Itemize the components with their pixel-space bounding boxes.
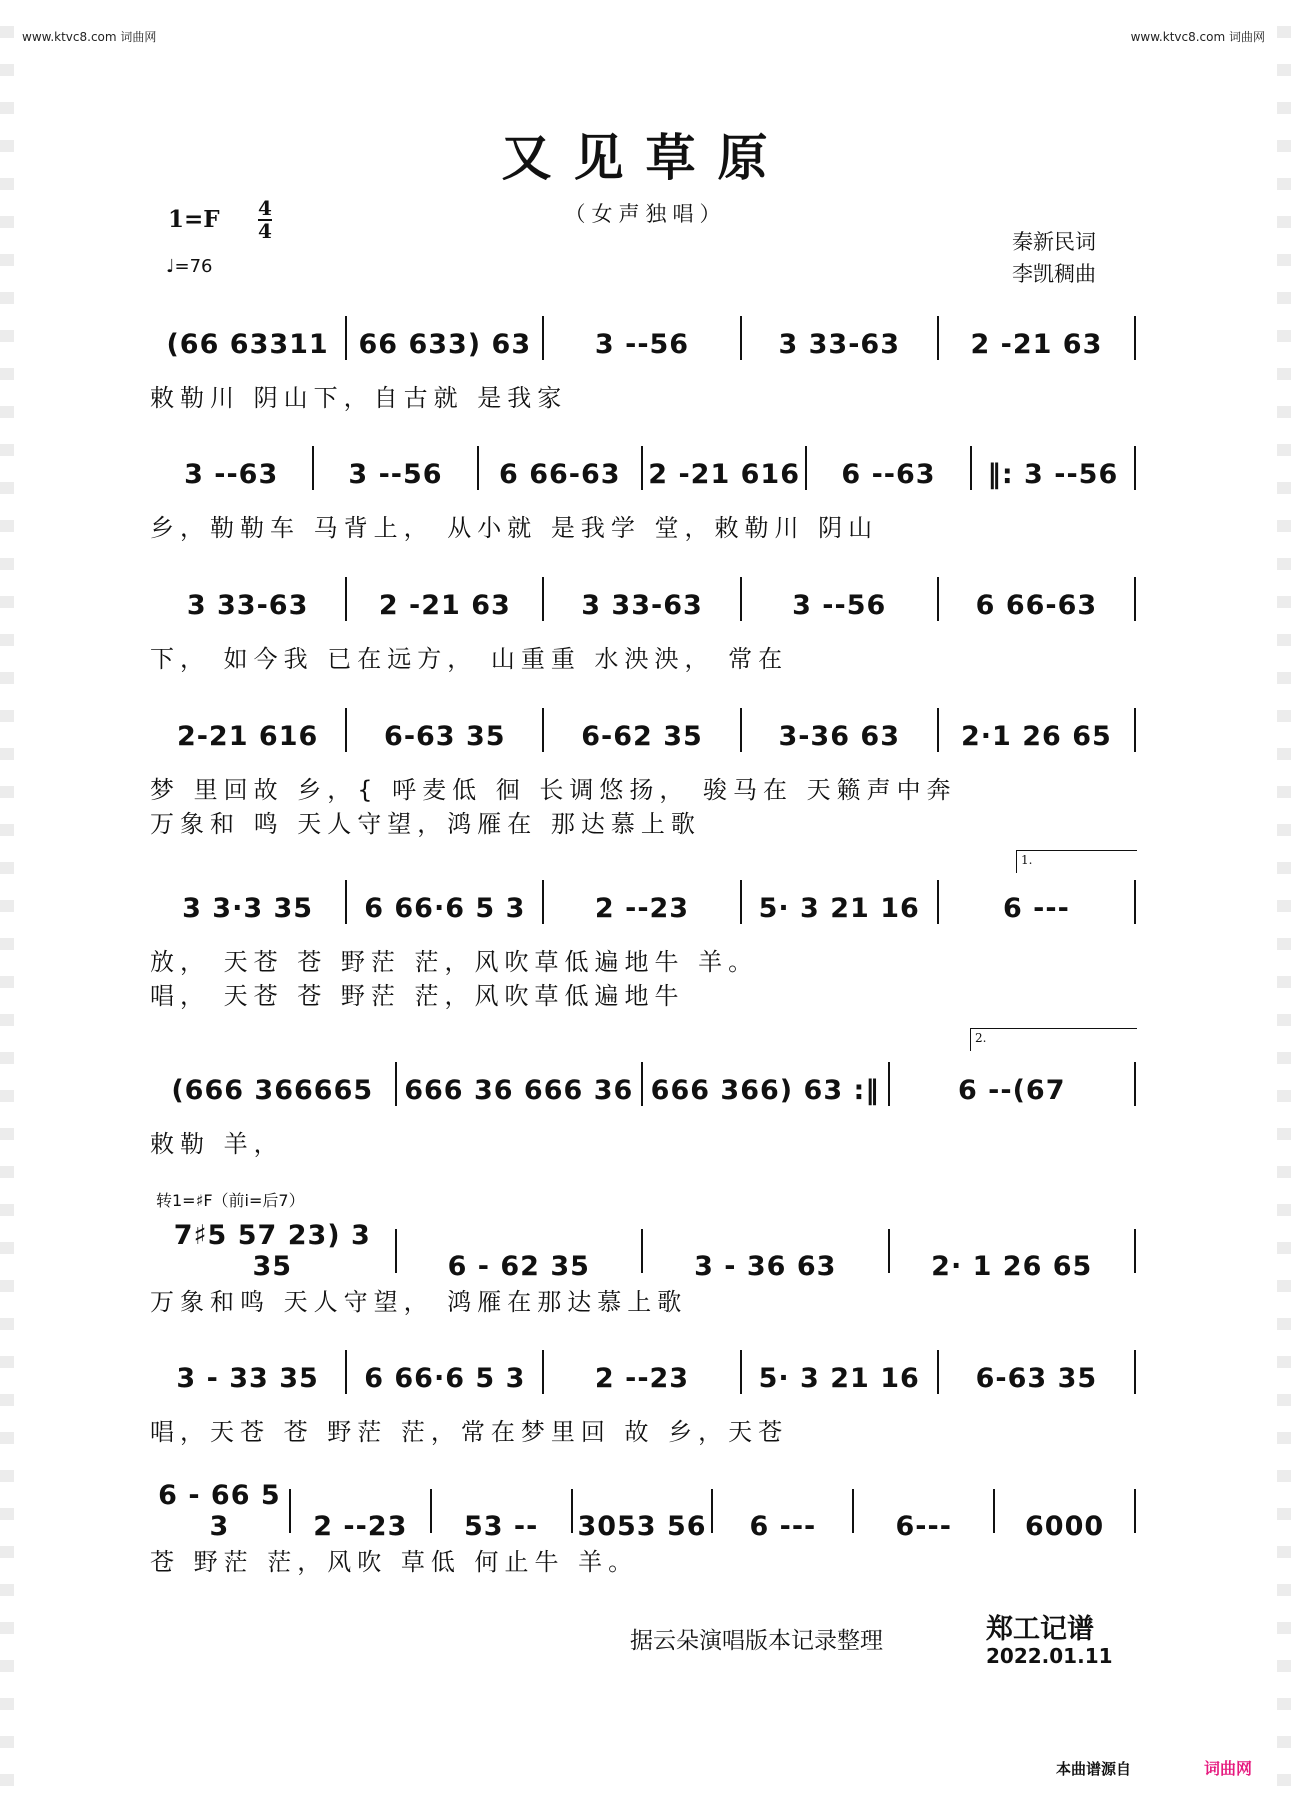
measure: 3 - 36 63 xyxy=(694,1251,837,1282)
lyric-line: 敕勒 羊， xyxy=(150,1130,284,1158)
composer-credit: 李凯稠曲 xyxy=(1012,262,1096,286)
source-label: 本曲谱源自 xyxy=(1056,1760,1132,1778)
lyric-line: 唱， 天苍 苍 野茫 茫，风吹草低遍地牛 xyxy=(150,982,685,1010)
transcription-note: 据云朵演唱版本记录整理 xyxy=(630,1628,883,1654)
right-watermark-strip xyxy=(1277,0,1291,1805)
measure: 2 --23 xyxy=(313,1511,408,1542)
measure: 53 -- xyxy=(463,1511,539,1542)
lyric-line: 乡，勒勒车 马背上， 从小就 是我学 堂，敕勒川 阴山 xyxy=(150,514,879,542)
measure: 3-36 63 xyxy=(778,721,900,752)
measure: 3053 56 xyxy=(577,1511,707,1542)
measure: 3 --63 xyxy=(184,459,279,490)
song-subtitle: （女声独唱） xyxy=(564,202,727,226)
measure: 2 -21 616 xyxy=(648,459,801,490)
notation-line xyxy=(150,1350,1136,1394)
measure: (666 366665 xyxy=(171,1075,374,1106)
measure: 3 33-63 xyxy=(186,590,309,621)
measure: 2· 1 26 65 xyxy=(931,1251,1093,1282)
measure: ‖: 3 --56 xyxy=(987,459,1119,490)
notation-line xyxy=(150,1220,1136,1282)
lyric-line: 万象和 鸣 天人守望，鸿雁在 那达慕上歌 xyxy=(150,810,701,838)
barline xyxy=(1134,708,1136,752)
measure: 6 --(67 xyxy=(957,1075,1066,1106)
time-signature xyxy=(258,198,272,242)
volta-number: 1. xyxy=(1021,853,1033,867)
measure: 6 66·6 5 3 xyxy=(364,893,526,924)
notation-line xyxy=(150,316,1136,360)
barline xyxy=(1134,1350,1136,1394)
measure: 2·1 26 65 xyxy=(961,721,1112,752)
barline xyxy=(1134,577,1136,621)
lyric-line: 唱，天苍 苍 野茫 茫，常在梦里回 故 乡，天苍 xyxy=(150,1418,789,1446)
notation-line xyxy=(150,1480,1136,1542)
barline xyxy=(1134,1229,1136,1273)
measure: 7♯5 57 23) 3 35 xyxy=(173,1220,371,1282)
transcriber-signature: 郑工记谱 xyxy=(986,1614,1094,1645)
measure: 2 --23 xyxy=(594,893,690,924)
source-site-logo: 词曲网 xyxy=(1204,1759,1253,1778)
measure: 6000 xyxy=(1025,1511,1105,1542)
left-watermark-strip xyxy=(0,0,14,1805)
measure: 6 66-63 xyxy=(499,459,621,490)
measure: 2-21 616 xyxy=(176,721,319,752)
volta-bracket xyxy=(970,1028,1137,1051)
lyric-line: 放， 天苍 苍 野茫 茫，风吹草低遍地牛 羊。 xyxy=(150,948,759,976)
volta-number: 2. xyxy=(975,1031,987,1045)
lyric-line: 敕勒川 阴山下，自古就 是我家 xyxy=(150,384,568,412)
measure: 6-62 35 xyxy=(581,721,703,752)
header-site-left: www.ktvc8.com 词曲网 xyxy=(22,30,157,44)
measure: 6-63 35 xyxy=(975,1363,1098,1394)
measure: 3 --56 xyxy=(792,590,887,621)
notation-line xyxy=(150,880,1136,924)
measure: 6 --- xyxy=(1003,893,1070,924)
measure: (66 63311 xyxy=(166,329,329,360)
measure: 3 33-63 xyxy=(581,590,703,621)
tempo-marking: ♩=76 xyxy=(166,256,213,277)
measure: 3 3·3 35 xyxy=(182,893,314,924)
measure: 2 -21 63 xyxy=(378,590,511,621)
barline xyxy=(1134,1489,1136,1533)
measure: 6 - 66 5 3 xyxy=(158,1480,281,1542)
meter-bottom: 4 xyxy=(258,219,272,243)
lyricist-credit: 秦新民词 xyxy=(1012,230,1096,254)
header-site-right: www.ktvc8.com 词曲网 xyxy=(1130,30,1265,44)
measure: 5· 3 21 16 xyxy=(758,893,920,924)
measure: 3 - 33 35 xyxy=(176,1363,319,1394)
song-title: 又见草原 xyxy=(501,128,790,187)
barline xyxy=(1134,446,1136,490)
lyric-line: 万象和鸣 天人守望， 鸿雁在那达慕上歌 xyxy=(150,1288,688,1316)
measure: 6 --- xyxy=(749,1511,817,1542)
measure: 6-63 35 xyxy=(384,721,506,752)
measure: 6 - 62 35 xyxy=(447,1251,590,1282)
lyric-line: 梦 里回故 乡，{ 呼麦低 徊 长调悠扬， 骏马在 天籁声中奔 xyxy=(150,776,957,804)
measure: 6--- xyxy=(895,1511,952,1542)
transcription-date: 2022.01.11 xyxy=(986,1644,1113,1668)
barline xyxy=(1134,316,1136,360)
lyric-line: 苍 野茫 茫，风吹 草低 何止牛 羊。 xyxy=(150,1548,639,1576)
measure: 66 633) 63 xyxy=(358,329,532,360)
volta-bracket xyxy=(1016,850,1137,873)
notation-line xyxy=(150,1062,1136,1106)
notation-line xyxy=(150,708,1136,752)
barline xyxy=(1134,880,1136,924)
measure: 666 36 666 36 xyxy=(404,1075,634,1106)
lyric-line: 下， 如今我 已在远方， 山重重 水泱泱， 常在 xyxy=(150,645,789,673)
measure: 3 33-63 xyxy=(778,329,900,360)
barline xyxy=(1134,1062,1136,1106)
measure: 6 66-63 xyxy=(975,590,1098,621)
measure: 3 --56 xyxy=(348,459,443,490)
notation-line xyxy=(150,577,1136,621)
measure: 2 -21 63 xyxy=(970,329,1103,360)
modulation-marking: 转1=♯F（前i=后7） xyxy=(156,1191,305,1210)
measure: 3 --56 xyxy=(594,329,690,360)
key-signature: 1=F xyxy=(168,206,220,233)
notation-line xyxy=(150,446,1136,490)
measure: 2 --23 xyxy=(594,1363,690,1394)
measure: 6 --63 xyxy=(841,459,936,490)
measure: 666 366) 63 :‖ xyxy=(650,1075,880,1106)
measure: 5· 3 21 16 xyxy=(758,1363,920,1394)
meter-top: 4 xyxy=(258,196,272,220)
measure: 6 66·6 5 3 xyxy=(364,1363,526,1394)
